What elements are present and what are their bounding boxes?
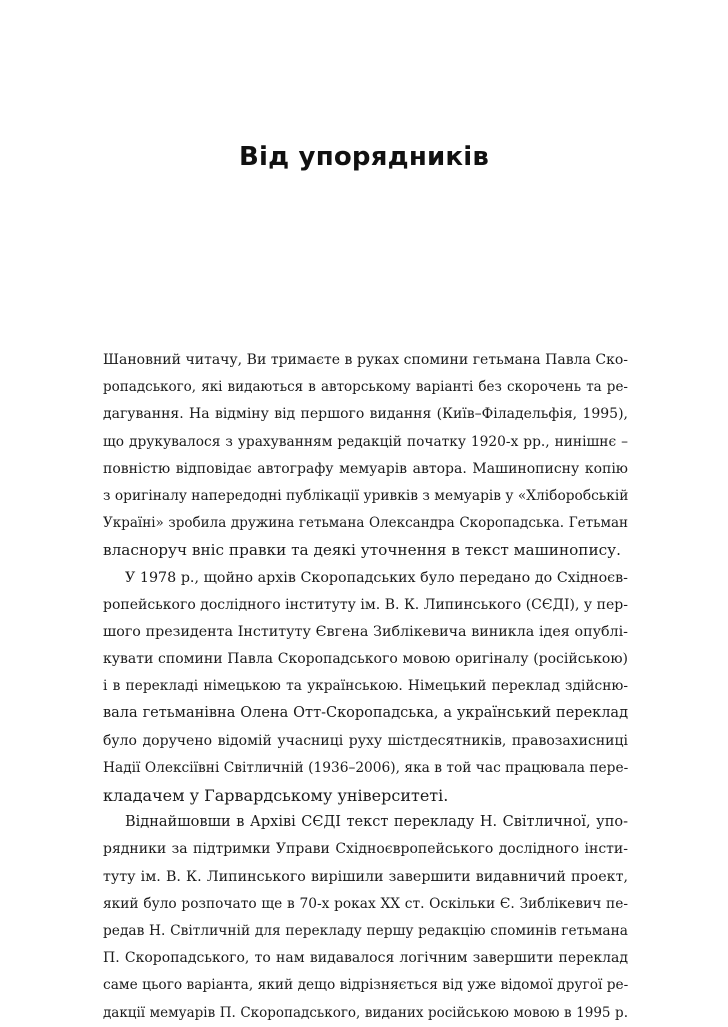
text-line: рядники за підтримки Управи Східноєвропейського дослідного інсти- [103, 841, 628, 858]
text-line: кувати спомини Павла Скоропадського мовою оригіналу (російською) [103, 651, 628, 668]
text-line: було доручено відомій учасниці руху шістдесятників, правозахисниці [103, 732, 628, 749]
page-title: Від упорядників [238, 142, 490, 172]
text-line: і в перекладі німецькою та українською. Німецький переклад здійсню- [103, 678, 628, 695]
text-line: П. Скоропадського, то нам видавалося логічним завершити переклад [103, 950, 628, 967]
text-line: дагування. На відміну від першого видання (Київ–Філадельфія, 1995), [103, 406, 628, 423]
paragraph-2 [103, 565, 628, 810]
text-line: саме цього варіанта, який дещо відрізняється від уже відомої другої ре- [103, 977, 628, 994]
text-line: туту ім. В. К. Липинського вирішили завершити видавничий проект, [103, 868, 628, 885]
text-line: ропейського дослідного інституту ім. В. К. Липинського (СЄДІ), у пер- [103, 596, 628, 613]
text-line: кладачем у Гарвардському університеті. [103, 786, 449, 805]
text-line: повністю відповідає автографу мемуарів автора. Машинописну копію [103, 460, 628, 477]
text-line: У 1978 р., щойно архів Скоропадських було передано до Східноєв- [125, 569, 628, 586]
text-line: Віднайшовши в Архіві СЄДІ текст перекладу Н. Світличної, упо- [125, 814, 628, 831]
text-line: дакції мемуарів П. Скоропадського, виданих російською мовою в 1995 р. [103, 1004, 628, 1021]
text-line: Шановний читачу, Ви тримаєте в руках спомини гетьмана Павла Ско- [103, 352, 628, 368]
paragraph-1 [103, 347, 628, 565]
paragraph-3 [103, 809, 628, 1027]
text-line: що друкувалося з урахуванням редакцій початку 1920-х рр., нинішнє – [103, 433, 628, 450]
text-line: вала гетьманівна Олена Отт-Скоропадська, а український переклад [103, 705, 628, 722]
text-line: який було розпочато ще в 70-х роках ХХ ст. Оскільки Є. Зиблікевич пе- [103, 895, 628, 912]
text-line: шого президента Інституту Євгена Зиблікевича виникла ідея опублі- [103, 623, 628, 640]
body-text [103, 347, 628, 1027]
text-line: редав Н. Світличній для перекладу першу редакцію споминів гетьмана [103, 922, 628, 939]
text-line: Надії Олексіївні Світличній (1936–2006), яка в той час працювала пере- [103, 759, 628, 776]
text-line: ропадського, які видаються в авторському варіанті без скорочень та ре- [103, 379, 628, 396]
text-line: з оригіналу напередодні публікації уривків з мемуарів у «Хліборобській [103, 487, 628, 504]
text-line: Україні» зробила дружина гетьмана Олександра Скоропадська. Гетьман [103, 515, 628, 532]
text-line: власноруч вніс правки та деякі уточнення в текст машинопису. [103, 541, 621, 560]
